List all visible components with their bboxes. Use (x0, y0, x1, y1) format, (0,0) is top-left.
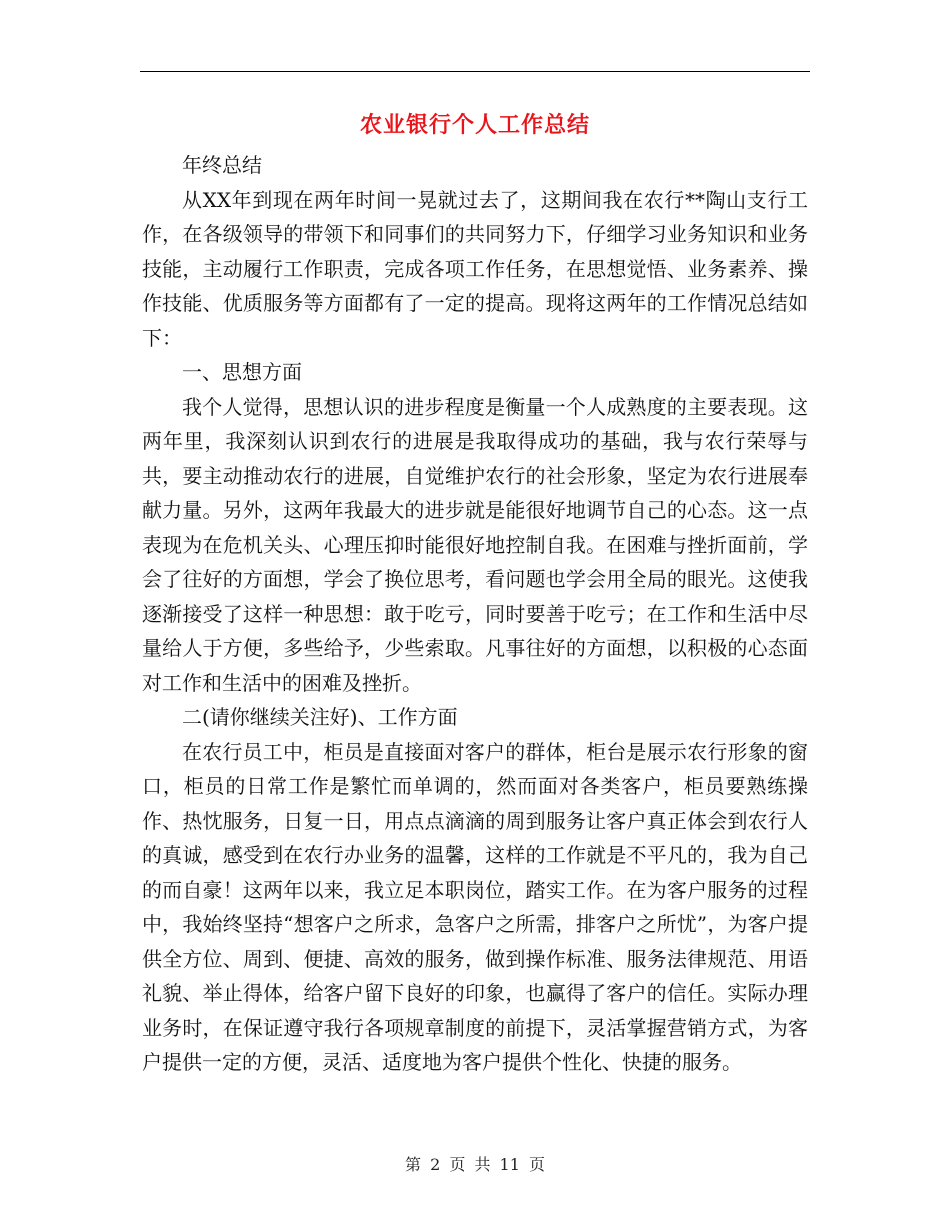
heading-thought: 一、思想方面 (182, 360, 302, 384)
paragraph-section-label: 年终总结 (182, 153, 262, 177)
page-number-footer: 第 2 页 共 11 页 (405, 1155, 545, 1174)
heading-work: 二(请你继续关注好)、工作方面 (182, 705, 458, 729)
paragraph-work: 在农行员工中，柜员是直接面对客户的群体，柜台是展示农行形象的窗口，柜员的日常工作是繁忙而单调的，然而面对各类客户，柜员要熟练操作、热忱服务，日复一日，用点点滴滴的周到服务让客户真正体会到农行人的真诚，感受到在农行办业务的温馨，这样的工作就是不平凡的，我为自己的而自豪！这两年以来，我立足本职岗位，踏实工作。在为客户服务的过程中，我始终坚持“想客户之所求，急客户之所需，排客户之所忧”，为客户提供全方位、周到、便捷、高效的服务，做到操作标准、服务法律规范、用语礼貌、举止得体，给客户留下良好的印象，也赢得了客户的信任。实际办理业务时，在保证遵守我行各项规章制度的前提下，灵活掌握营销方式，为客户提供一定的方便，灵活、适度地为客户提供个性化、快捷的服务。 (142, 739, 808, 1074)
paragraph-intro: 从XX年到现在两年时间一晃就过去了，这期间我在农行**陶山支行工作，在各级领导的带领下和同事们的共同努力下，仔细学习业务知识和业务技能，主动履行工作职责，完成各项工作任务，在思想觉悟、业务素养、操作技能、优质服务等方面都有了一定的提高。现将这两年的工作情况总结如下： (142, 187, 808, 350)
document-body (142, 148, 808, 1080)
document-title: 农业银行个人工作总结 (359, 113, 590, 138)
paragraph-thought: 我个人觉得，思想认识的进步程度是衡量一个人成熟度的主要表现。这两年里，我深刻认识到农行的进展是我取得成功的基础，我与农行荣辱与共，要主动推动农行的进展，自觉维护农行的社会形象，坚定为农行进展奉献力量。另外，这两年我最大的进步就是能很好地调节自己的心态。这一点表现为在危机关头、心理压抑时能很好地控制自我。在困难与挫折面前，学会了往好的方面想，学会了换位思考，看问题也学会用全局的眼光。这使我逐渐接受了这样一种思想：敢于吃亏，同时要善于吃亏；在工作和生活中尽量给人于方便，多些给予，少些索取。凡事往好的方面想，以积极的心态面对工作和生活中的困难及挫折。 (142, 394, 808, 695)
header-rule (140, 71, 810, 72)
